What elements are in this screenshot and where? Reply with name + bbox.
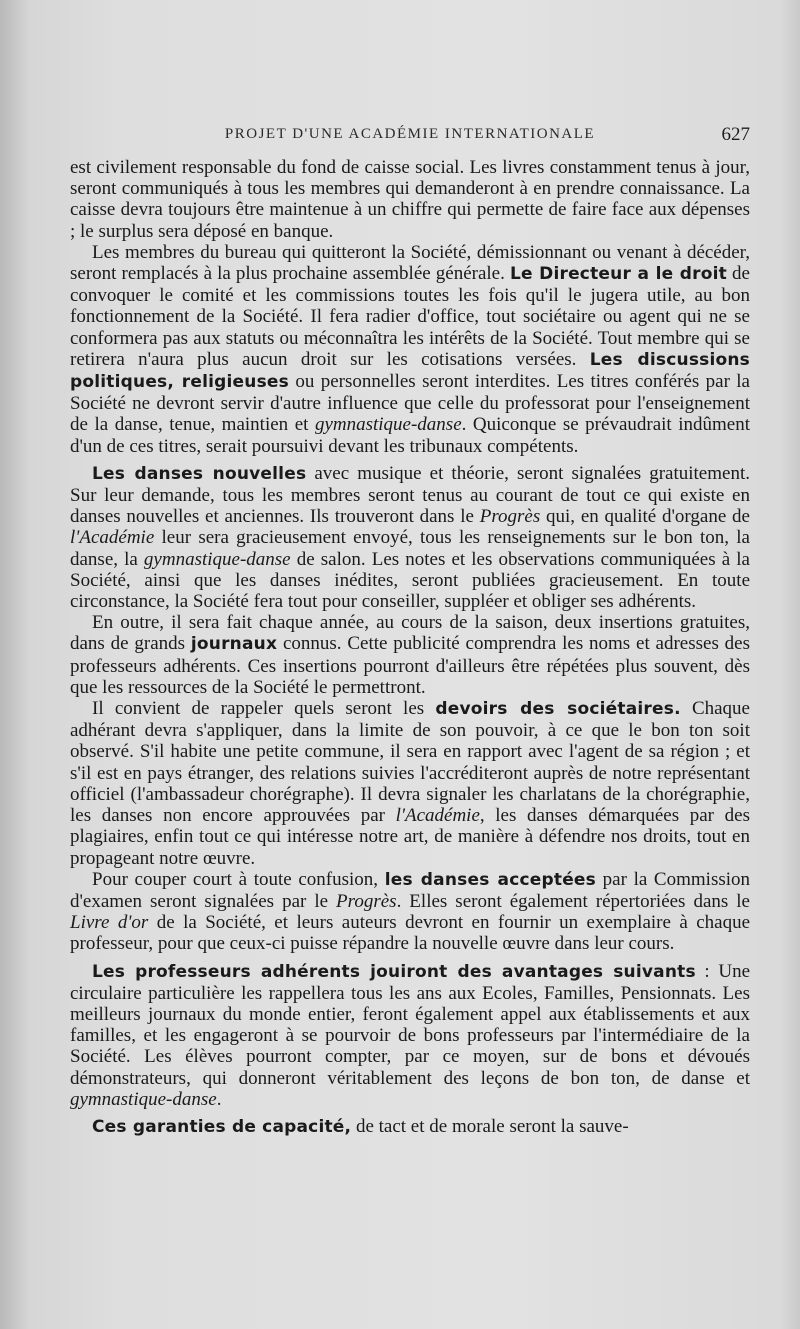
bold-text: Les danses nouvelles (92, 463, 307, 484)
italic-text: l'Académie (395, 805, 480, 827)
text-run: connus. Cette publicité comprendra les noms et adresses des professeurs adhérents. Ces insertions pourront d'ailleurs être répétées plus souvent, dès que les ressources de la Société le permettront. (70, 633, 750, 698)
text-run: . Quiconque se prévaudrait indûment d'un de ces titres, serait poursuivi devant les tribunaux compétents. (70, 414, 750, 457)
text-run: : Une circulaire particulière les rappellera tous les ans aux Ecoles, Familles, Pensionnats. Les meilleurs journaux du monde entier, feront également appel aux établissements et aux familles, et les engageront à se pourvoir de bons professeurs par l'intermédiaire de la Société. Les élèves pourront compter, par ce moyen, sur de bons et dévoués démonstrateurs, qui donneront véritablement des leçons de bon ton, de danse et (70, 960, 750, 1089)
bold-text: Ces garanties de capacité, (92, 1116, 352, 1137)
text-run: . Elles seront également répertoriées dans le (396, 890, 750, 912)
body-text (70, 157, 750, 1138)
italic-text: l'Académie (70, 527, 155, 549)
italic-text: Progrès (336, 890, 397, 912)
text-run: Pour couper court à toute confusion, (92, 868, 385, 890)
paragraph (70, 698, 750, 869)
paragraph (70, 869, 750, 955)
italic-text: gymnastique-danse (70, 1088, 217, 1110)
paragraph (70, 612, 750, 698)
italic-text: Progrès (479, 506, 541, 528)
italic-text: gymnastique-danse (143, 548, 291, 570)
text-run: Les membres du bureau qui quitteront la Société, démissionnant ou venant à décéder, seront remplacés à la plus prochaine assemblée générale. (70, 241, 750, 285)
italic-text: gymnastique-danse (314, 414, 462, 436)
bold-text: devoirs des sociétaires. (435, 699, 681, 720)
paragraph (70, 961, 750, 1110)
paragraph (70, 242, 750, 457)
paragraph (70, 157, 750, 242)
text-run: par la Commission d'examen seront signalées par le (70, 868, 751, 912)
page-number: 627 (721, 124, 750, 145)
text-run: avec musique et théorie, seront signalées gratuitement. Sur leur demande, tous les membres seront tenus au courant de tout ce qui existe en danses nouvelles et anciennes. Ils trouveront dans le (70, 462, 750, 528)
text-run: est civilement responsable du fond de caisse social. Les livres constamment tenus à jour, seront communiqués à tous les membres qui demanderont à en prendre connaissance. La caisse devra toujours être maintenue à un chiffre qui permette de faire face aux dépenses ; le surplus sera déposé en banque. (70, 157, 750, 242)
text-run: qui, en qualité d'organe de (540, 506, 750, 528)
paragraph (70, 1116, 750, 1138)
paragraph (70, 463, 750, 612)
italic-text: Livre d'or (70, 912, 149, 934)
text-run: . (216, 1088, 222, 1110)
bold-text: les danses acceptées (384, 869, 596, 890)
bold-text: Les discussions politiques, religieuses (70, 349, 750, 393)
text-run: Chaque adhérant devra s'appliquer, dans la limite de son pouvoir, à ce que le bon ton soit observé. S'il habite une petite commune, il sera en rapport avec l'agent de sa région ; et s'il est en pays étranger, des relations suivies l'accréditeront auprès de notre représentant officiel (l'ambassadeur chorégraphe). Il devra signaler les charlatans de la chorégraphie, les danses non encore approuvées par (70, 698, 750, 827)
bold-text: Les professeurs adhérents jouiront des avantages suivants (92, 961, 696, 982)
running-header (70, 126, 750, 150)
text-run: de salon. Les notes et les observations communiquées à la Société, ainsi que les danses inédites, seront publiées gracieusement. En toute circonstance, la Société fera tout pour conseiller, suppléer et obliger ses adhérents. (70, 548, 750, 613)
text-run: leur sera gracieusement envoyé, tous les renseignements sur le bon ton, la danse, la (70, 527, 750, 570)
text-run: , les danses démarquées par des plagiaires, enfin tout ce qui intéresse notre art, de manière à défendre nos droits, tout en propageant notre œuvre. (70, 805, 750, 869)
text-run: de convoquer le comité et les commissions toutes les fois qu'il le jugera utile, au bon fonctionnement de la Société. Il fera radier d'office, tout sociétaire ou agent qui ne se conformera pas aux statuts ou méconnaîtra les intérêts de la Société. Tout membre qui se retirera n'aura plus aucun droit sur les cotisations versées. (70, 263, 750, 370)
header-title: PROJET D'UNE ACADÉMIE INTERNATIONALE (224, 126, 596, 142)
text-run: de la Société, et leurs auteurs devront en fournir un exemplaire à chaque professeur, pour que ceux-ci puisse répandre la nouvelle œuvre dans leur cours. (70, 912, 751, 955)
text-run: En outre, il sera fait chaque année, au cours de la saison, deux insertions gratuites, dans de grands (70, 612, 750, 655)
text-run: Il convient de rappeler quels seront les (92, 698, 436, 720)
text-run: ou personnelles seront interdites. Les titres conférés par la Société ne devront servir d'autre influence que celle du professorat pour l'enseignement de la danse, tenue, maintien et (70, 371, 750, 436)
bold-text: Le Directeur a le droit (509, 264, 727, 285)
bold-text: journaux (190, 634, 278, 655)
text-run: de tact et de morale seront la sauve- (351, 1115, 629, 1137)
